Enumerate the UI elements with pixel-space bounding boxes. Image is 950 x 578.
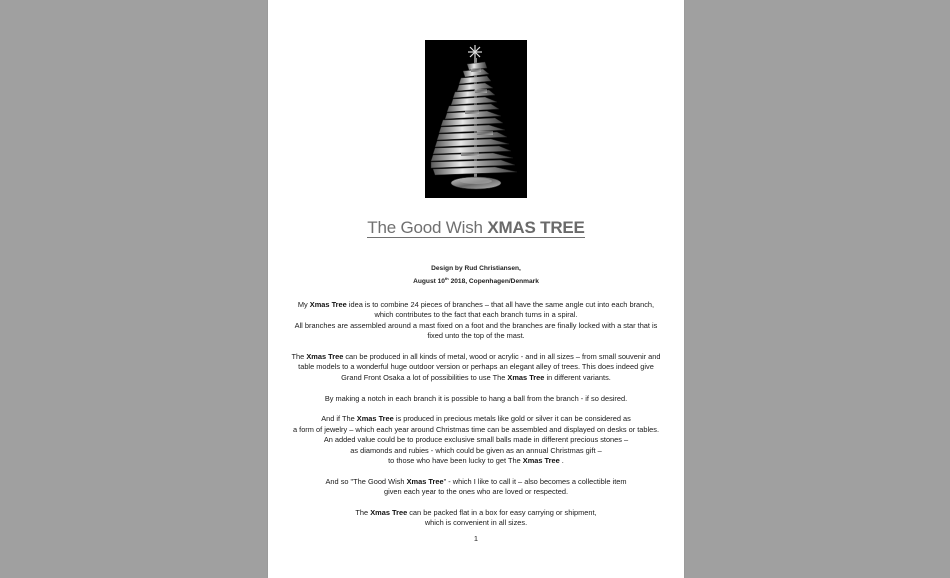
paragraph-3: By making a notch in each branch it is possible to hang a ball from the branch - if so desired. — [324, 393, 628, 403]
paragraph-6: The Xmas Tree can be packed flat in a box for easy carrying or shipment, which is convenient in all sizes. — [355, 508, 597, 528]
xmas-tree-icon — [425, 40, 527, 198]
title-normal: The Good Wish — [367, 218, 488, 237]
document-body — [288, 300, 664, 539]
byline-date-location: August 10th 2018, Copenhagen/Denmark — [413, 275, 539, 285]
title-bold: XMAS TREE — [487, 218, 585, 237]
paragraph-1: My Xmas Tree idea is to combine 24 pieces of branches – that all have the same angle cut into each branch, which contributes to the fact that each branch turns in a spiral. All branches are assembled around a mast fixed on a foot and the branches are finally locked with a star that is fixed unto the top of the mast. — [294, 300, 658, 341]
byline-designer: Design by Rud Christiansen, — [431, 265, 521, 272]
byline — [268, 264, 684, 286]
paragraph-5: And so "The Good Wish Xmas Tree" - which I like to call it – also becomes a collectible item given each year to the ones who are loved or respected. — [325, 476, 627, 497]
document-title — [268, 218, 684, 238]
document-page — [268, 0, 684, 578]
paragraph-2: The Xmas Tree can be produced in all kinds of metal, wood or acrylic - and in all sizes – from small souvenir and table models to a wonderful huge outdoor version or perhaps an elegant alley of trees. This does indeed give Grand Front Osaka a lot of possibilities to use The Xmas Tree in different variants. — [291, 352, 661, 382]
page-number: 1 — [473, 534, 479, 543]
xmas-tree-photo — [425, 40, 527, 198]
paragraph-4: And if The Xmas Tree is produced in precious metals like gold or silver it can be considered as a form of jewelry – which each year around Christmas time can be assembled and displayed on desks or tables. An added value could be to produce exclusive small balls made in different precious stones – as diamonds and rubies - which could be given as an annual Christmas gift – to those who have been lucky to get The Xmas Tree . — [292, 414, 660, 466]
